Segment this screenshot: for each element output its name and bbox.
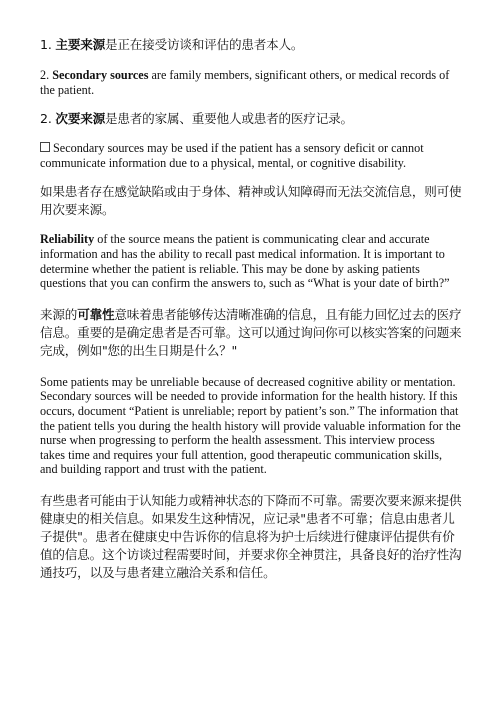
secondary-sources-en (40, 68, 462, 97)
unreliable-patients-en: Some patients may be unreliable because of decreased cognitive ability or mentation. Secondary sources will be needed to provide information for the health history. If this occurs, document “Patient is unreliable; report by patient’s son.” The information that the patient tells you during the health history will provide valuable information for the nurse when progressing to perform the health assessment. This interview process takes time and requires your full attention, good therapeutic communication skills, and building rapport and trust with the patient. (40, 374, 461, 477)
secondary-sources-usage-en (40, 141, 462, 170)
secondary-sources-zh (40, 110, 462, 128)
reliability-text: of the source means the patient is communicating clear and accurate information and has the ability to recall past medical information. It is important to determine whether the patient is reliable. This may be done by asking patients questions that you can confirm the answers to, such as “What is your date of birth?” (40, 232, 450, 291)
primary-sources-zh (40, 36, 462, 54)
reliability-en (40, 232, 462, 290)
term-secondary-sources-zh: 次要来源 (55, 111, 105, 127)
definition-text: 是患者的家属、重要他人或患者的医疗记录。 (105, 111, 353, 127)
term-reliability: Reliability (40, 232, 95, 247)
checkbox-icon (40, 142, 50, 152)
usage-text: Secondary sources may be used if the patient has a sensory deficit or cannot communicate information due to a physical, mental, or cognitive disability. (40, 141, 424, 170)
item-number: 2. (40, 111, 56, 127)
term-primary-sources: 主要来源 (55, 37, 105, 52)
reliability-text-zh: 意味着患者能够传达清晰准确的信息，且有能力回忆过去的医疗信息。重要的是确定患者是否可靠。这可以通过询问你可以核实答案的问题来完成，例如"您的出生日期是什么？" (40, 306, 462, 358)
secondary-sources-usage-zh: 如果患者存在感觉缺陷或由于身体、精神或认知障碍而无法交流信息，则可使用次要来源。 (40, 184, 462, 218)
item-number: 1. (40, 37, 56, 52)
unreliable-patients-zh: 有些患者可能由于认知能力或精神状态的下降而不可靠。需要次要来源来提供健康史的相关信息。如果发生这种情况，应记录"患者不可靠；信息由患者儿子提供"。患者在健康史中告诉你的信息将为护士后续进行健康评估提供有价值的信息。这个访谈过程需要时间，并要求你全神贯注，具备良好的治疗性沟通技巧，以及与患者建立融洽关系和信任。 (40, 492, 462, 580)
reliability-prefix: 来源的 (40, 306, 78, 322)
document-page (40, 36, 462, 582)
term-reliability-zh: 可靠性 (77, 306, 115, 322)
term-secondary-sources: Secondary sources (52, 68, 149, 82)
definition-text: 是正在接受访谈和评估的患者本人。 (105, 37, 304, 52)
item-number: 2. (40, 68, 53, 82)
reliability-zh (40, 306, 462, 360)
definition-text: are family members, significant others, or medical records of the patient. (40, 68, 450, 97)
